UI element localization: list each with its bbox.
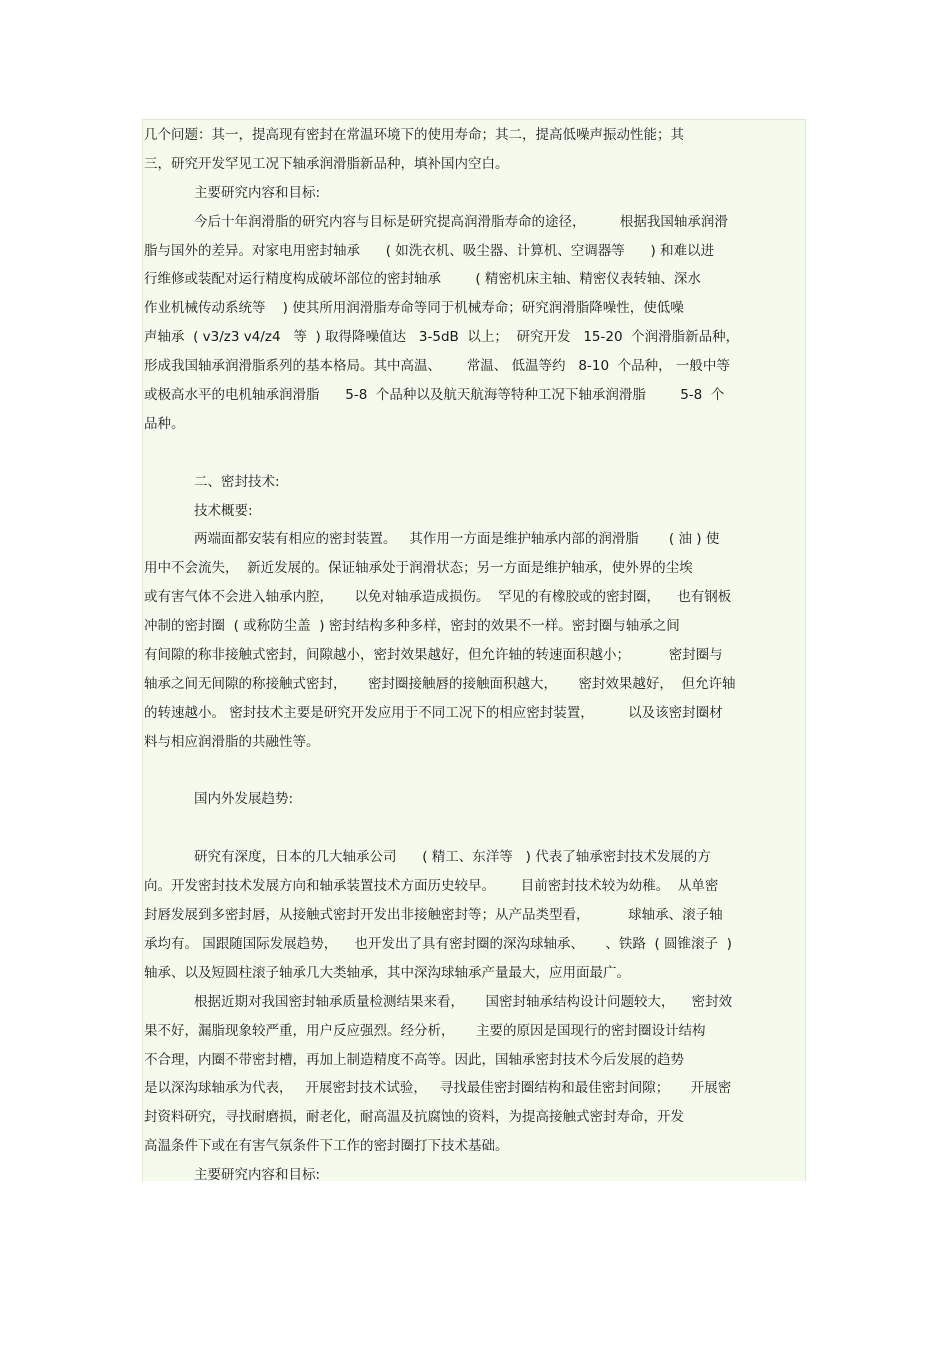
text-line: 或极高水平的电机轴承润滑脂 5-8 个品种以及航天航海等特种工况下轴承润滑脂 5-8 个 bbox=[144, 387, 725, 404]
text-line: 果不好，漏脂现象较严重，用户反应强烈。经分析， 主要的原因是国现行的密封圈设计结构 bbox=[144, 1022, 706, 1039]
text-line: 冲制的密封圈 ( 或称防尘盖 ) 密封结构多种多样，密封的效果不一样。密封圈与轴承之间 bbox=[144, 618, 680, 635]
text-line: 品种。 bbox=[144, 415, 185, 432]
text-line: 轴承、以及短圆柱滚子轴承几大类轴承，其中深沟球轴承产量最大，应用面最广。 bbox=[144, 964, 630, 981]
text-line: 形成我国轴承润滑脂系列的基本格局。其中高温、 常温、 低温等约 8-10 个品种， 一般中等 bbox=[144, 358, 730, 375]
text-line: 脂与国外的差异。对家电用密封轴承 ( 如洗衣机、吸尘器、计算机、空调器等 ) 和难以进 bbox=[144, 242, 715, 259]
text-line: 高温条件下或在有害气氛条件下工作的密封圈打下技术基础。 bbox=[144, 1138, 509, 1155]
text-line: 有间隙的称非接触式密封，间隙越小，密封效果越好，但允许轴的转速面积越小； 密封圈与 bbox=[144, 647, 723, 664]
text-line: 二、密封技术: bbox=[194, 473, 280, 490]
text-line: 不合理，内圈不带密封槽，再加上制造精度不高等。因此，国轴承密封技术今后发展的趋势 bbox=[144, 1051, 684, 1068]
text-line: 声轴承 ( v3/z3 v4/z4 等 ) 取得降噪值达 3-5dB 以上； 研究开发 15-20 个润滑脂新品种， bbox=[144, 329, 740, 346]
blank-line bbox=[144, 757, 806, 786]
text-line: 封资料研究，寻找耐磨损，耐老化，耐高温及抗腐蚀的资料，为提高接触式密封寿命，开发 bbox=[144, 1109, 684, 1126]
text-line: 主要研究内容和目标: bbox=[194, 184, 321, 201]
text-line: 技术概要: bbox=[194, 502, 253, 519]
text-line: 今后十年润滑脂的研究内容与目标是研究提高润滑脂寿命的途径， 根据我国轴承润滑 bbox=[194, 213, 728, 230]
text-line: 用中不会流失， 新近发展的。保证轴承处于润滑状态；另一方面是维护轴承，使外界的尘埃 bbox=[144, 560, 693, 577]
text-line: 向。开发密封技术发展方向和轴承装置技术方面历史较早。 目前密封技术较为幼稚。 从单密 bbox=[144, 878, 719, 895]
text-line: 行维修或装配对运行精度构成破坏部位的密封轴承 ( 精密机床主轴、精密仪表转轴、深水 bbox=[144, 271, 701, 288]
text-line: 的转速越小。 密封技术主要是研究开发应用于不同工况下的相应密封装置， 以及该密封圈材 bbox=[144, 704, 723, 721]
text-line: 承均有。 国跟随国际发展趋势， 也开发出了具有密封圈的深沟球轴承、 、铁路 ( 圆锥滚子 ) bbox=[144, 935, 732, 952]
text-line: 两端面都安装有相应的密封装置。 其作用一方面是维护轴承内部的润滑脂 ( 油 ) 使 bbox=[194, 531, 720, 548]
blank-line bbox=[144, 439, 806, 468]
document-body bbox=[144, 121, 806, 1190]
text-line: 主要研究内容和目标: bbox=[194, 1167, 321, 1184]
text-line: 作业机械传动系统等 ) 使其所用润滑脂寿命等同于机械寿命；研究润滑脂降噪性，使低噪 bbox=[144, 300, 684, 317]
text-line: 几个问题：其一，提高现有密封在常温环境下的使用寿命；其二，提高低噪声振动性能；其 bbox=[144, 127, 684, 143]
text-line: 研究有深度，日本的几大轴承公司 ( 精工、东洋等 ) 代表了轴承密封技术发展的方 bbox=[194, 849, 711, 866]
text-line: 根据近期对我国密封轴承质量检测结果来看， 国密封轴承结构设计问题较大， 密封效 bbox=[194, 993, 733, 1010]
blank-line bbox=[144, 814, 806, 843]
text-line: 国内外发展趋势: bbox=[194, 791, 294, 808]
text-line: 三，研究开发罕见工况下轴承润滑脂新品种，填补国内空白。 bbox=[144, 155, 509, 172]
text-line: 轴承之间无间隙的称接触式密封， 密封圈接触唇的接触面积越大， 密封效果越好， 但允许轴 bbox=[144, 675, 736, 692]
text-line: 是以深沟球轴承为代表， 开展密封技术试验， 寻找最佳密封圈结构和最佳密封间隙； 开展密 bbox=[144, 1080, 732, 1097]
text-line: 或有害气体不会进入轴承内腔， 以免对轴承造成损伤。 罕见的有橡胶或的密封圈， 也有钢板 bbox=[144, 589, 732, 606]
text-line: 料与相应润滑脂的共融性等。 bbox=[144, 733, 320, 750]
text-line: 封唇发展到多密封唇，从接触式密封开发出非接触密封等；从产品类型看， 球轴承、滚子轴 bbox=[144, 907, 723, 924]
